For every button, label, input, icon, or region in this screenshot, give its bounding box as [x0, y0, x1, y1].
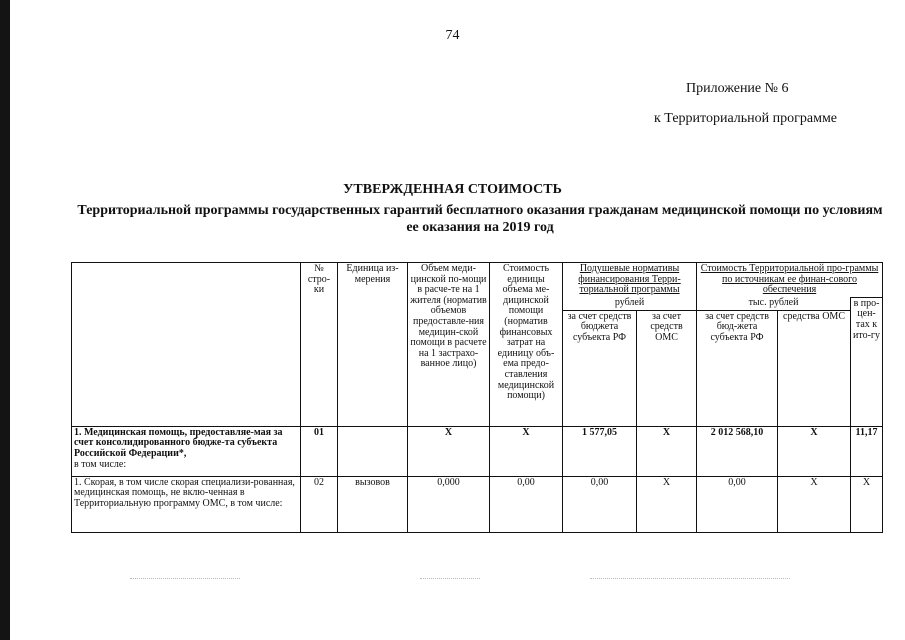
scan-noise — [420, 578, 480, 580]
table-header-row — [72, 263, 883, 298]
header-unit: Единица из-мерения — [338, 263, 408, 427]
header-cost-percent: в про-цен-тах к ито-гу — [851, 297, 883, 426]
table-row — [72, 426, 883, 476]
row-unit-cost: X — [490, 426, 563, 476]
row-label-extra: в том числе: — [74, 458, 127, 470]
header-per-capita-oms: за счет средств ОМС — [637, 310, 697, 426]
appendix-label: Приложение № 6 — [686, 81, 789, 96]
row-per-capita-budget: 1 577,05 — [563, 426, 637, 476]
row-cost-percent: X — [851, 476, 883, 532]
scan-noise — [590, 578, 790, 580]
header-cost-group — [697, 263, 883, 298]
row-per-capita-budget: 0,00 — [563, 476, 637, 532]
row-label: 1. Скорая, в том числе скорая специализи-рованная, медицинская помощь, не вклю-ченная в Территориальную программу ОМС, в том числе: — [72, 476, 301, 532]
header-cost-budget: за счет средств бюд-жета субъекта РФ — [697, 310, 778, 426]
row-number: 01 — [301, 426, 338, 476]
header-empty — [72, 263, 301, 427]
header-cost-text: Стоимость Территориальной про-граммы по источникам ее финан-сового обеспечения — [700, 263, 879, 296]
header-row-no: № стро-ки — [301, 263, 338, 427]
header-unit-cost: Стоимость единицы объема ме-дицинской помощи (норматив финансовых затрат на единицу объ-ема предо-ставления медицинской помощи) — [490, 263, 563, 427]
row-unit: вызовов — [338, 476, 408, 532]
row-number: 02 — [301, 476, 338, 532]
row-volume: 0,000 — [408, 476, 490, 532]
row-cost-budget: 0,00 — [697, 476, 778, 532]
row-cost-budget: 2 012 568,10 — [697, 426, 778, 476]
header-per-capita-group — [563, 263, 697, 298]
row-volume: X — [408, 426, 490, 476]
row-label — [72, 426, 301, 476]
row-cost-oms: X — [778, 426, 851, 476]
row-label-text: 1. Медицинская помощь, предоставляе-мая за счет консолидированного бюдже-та субъекта Российской Федерации*, — [74, 426, 283, 460]
document-subtitle: Территориальной программы государственных гарантий бесплатного оказания гражданам медицинской помощи по условиям ее оказания на 2019 год — [77, 203, 883, 235]
header-cost-units: тыс. рублей — [697, 297, 851, 310]
row-cost-oms: X — [778, 476, 851, 532]
document-title: УТВЕРЖДЕННАЯ СТОИМОСТЬ — [343, 182, 562, 197]
cost-table — [71, 262, 883, 533]
row-unit — [338, 426, 408, 476]
row-cost-percent: 11,17 — [851, 426, 883, 476]
row-per-capita-oms: X — [637, 476, 697, 532]
header-per-capita-text: Подушевые нормативы финансирования Терри-ториальной программы — [578, 263, 681, 296]
table-row — [72, 476, 883, 532]
scan-noise — [130, 578, 240, 580]
row-unit-cost: 0,00 — [490, 476, 563, 532]
appendix-reference: к Территориальной программе — [654, 111, 838, 126]
header-volume: Объем меди-цинской по-мощи в расче-те на 1 жителя (норматив объемов предоставле-ния медицин-ской помощи в расчете на 1 застрахо-ванное лицо) — [408, 263, 490, 427]
row-per-capita-oms: X — [637, 426, 697, 476]
page-number: 74 — [445, 28, 460, 43]
header-per-capita-budget: за счет средств бюджета субъекта РФ — [563, 310, 637, 426]
header-per-capita-units: рублей — [563, 297, 697, 310]
header-cost-oms: средства ОМС — [778, 310, 851, 426]
scan-edge — [0, 0, 10, 640]
